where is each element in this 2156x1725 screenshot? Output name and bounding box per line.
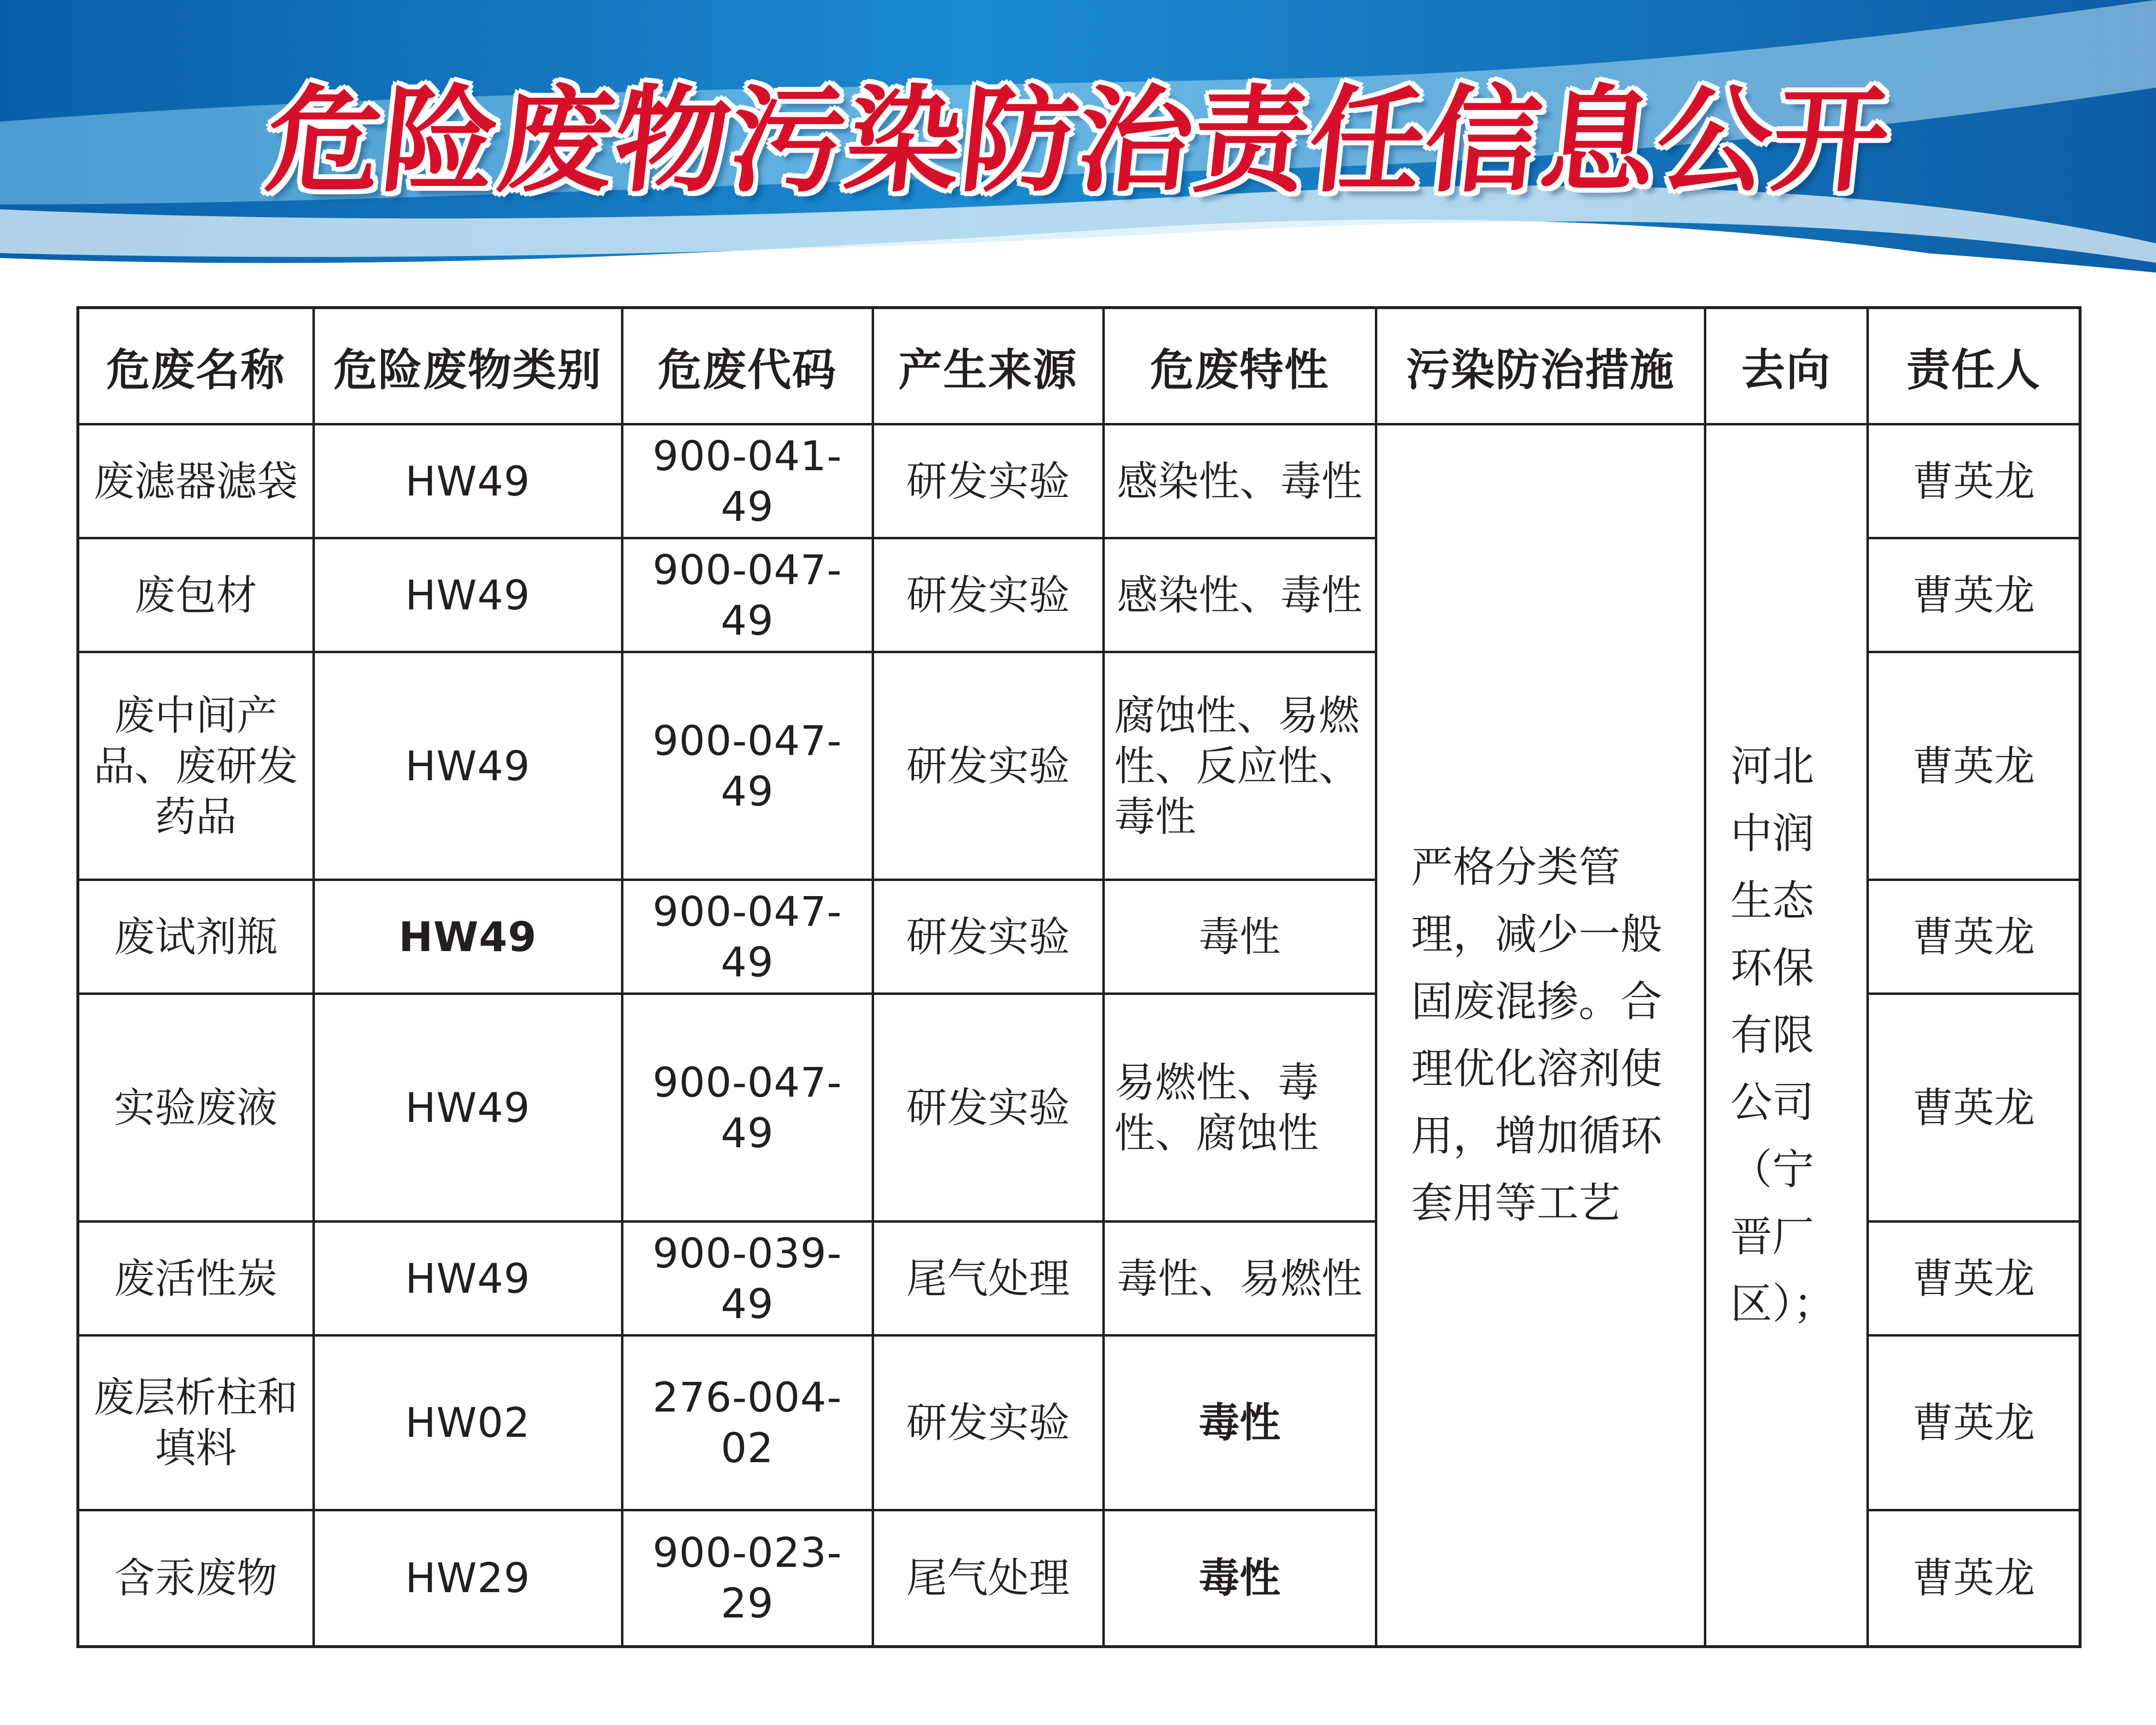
header-person: 责任人	[1867, 308, 2080, 424]
cell-code: 900-041-49	[622, 424, 873, 538]
cell-code: 900-047-49	[622, 994, 873, 1222]
cell-category: HW49	[313, 538, 622, 652]
cell-property: 感染性、毒性	[1103, 538, 1376, 652]
cell-source: 研发实验	[873, 538, 1103, 652]
cell-code: 276-004-02	[622, 1336, 873, 1510]
cell-name: 废活性炭	[78, 1222, 313, 1336]
cell-source: 研发实验	[873, 994, 1103, 1222]
cell-source: 研发实验	[873, 424, 1103, 538]
cell-code: 900-047-49	[622, 880, 873, 994]
cell-person: 曹英龙	[1867, 652, 2080, 880]
cell-person: 曹英龙	[1867, 1222, 2080, 1336]
cell-property: 毒性、易燃性	[1103, 1222, 1376, 1336]
cell-name: 废包材	[78, 538, 313, 652]
cell-person: 曹英龙	[1867, 538, 2080, 652]
cell-property: 易燃性、毒性、腐蚀性	[1103, 994, 1376, 1222]
waste-info-table	[76, 306, 2082, 1648]
cell-category: HW49	[313, 652, 622, 880]
header-measures: 污染防治措施	[1376, 308, 1705, 424]
cell-code: 900-047-49	[622, 652, 873, 880]
header-code: 危废代码	[622, 308, 873, 424]
cell-code: 900-039-49	[622, 1222, 873, 1336]
cell-category: HW29	[313, 1510, 622, 1647]
cell-property: 腐蚀性、易燃性、反应性、毒性	[1103, 652, 1376, 880]
cell-name: 实验废液	[78, 994, 313, 1222]
cell-measures: 严格分类管理，减少一般固废混掺。合理优化溶剂使用，增加循环套用等工艺	[1376, 424, 1705, 1647]
header-source: 产生来源	[873, 308, 1103, 424]
table-row	[78, 424, 2080, 538]
cell-category: HW49	[313, 1222, 622, 1336]
cell-source: 研发实验	[873, 1336, 1103, 1510]
header-name: 危废名称	[78, 308, 313, 424]
cell-source: 尾气处理	[873, 1510, 1103, 1647]
cell-property: 毒性	[1103, 1336, 1376, 1510]
cell-property: 毒性	[1103, 1510, 1376, 1647]
cell-name: 含汞废物	[78, 1510, 313, 1647]
cell-name: 废试剂瓶	[78, 880, 313, 994]
header-property: 危废特性	[1103, 308, 1376, 424]
cell-destination: 河北中润生态环保有限公司（宁晋厂区）；	[1705, 424, 1867, 1647]
page-title: 危险废物污染防治责任信息公开	[260, 74, 1896, 208]
cell-person: 曹英龙	[1867, 1510, 2080, 1647]
cell-person: 曹英龙	[1867, 994, 2080, 1222]
table-header-row	[78, 308, 2080, 424]
cell-code: 900-023-29	[622, 1510, 873, 1647]
cell-name: 废滤器滤袋	[78, 424, 313, 538]
cell-person: 曹英龙	[1867, 1336, 2080, 1510]
cell-property: 毒性	[1103, 880, 1376, 994]
cell-person: 曹英龙	[1867, 880, 2080, 994]
cell-source: 研发实验	[873, 880, 1103, 994]
cell-name: 废中间产品、废研发药品	[78, 652, 313, 880]
cell-category: HW49	[313, 424, 622, 538]
cell-category: HW02	[313, 1336, 622, 1510]
cell-code: 900-047-49	[622, 538, 873, 652]
header-destination: 去向	[1705, 308, 1867, 424]
header-category: 危险废物类别	[313, 308, 622, 424]
cell-category: HW49	[313, 994, 622, 1222]
cell-source: 尾气处理	[873, 1222, 1103, 1336]
cell-name: 废层析柱和填料	[78, 1336, 313, 1510]
cell-category: HW49	[313, 880, 622, 994]
cell-person: 曹英龙	[1867, 424, 2080, 538]
cell-property: 感染性、毒性	[1103, 424, 1376, 538]
cell-source: 研发实验	[873, 652, 1103, 880]
